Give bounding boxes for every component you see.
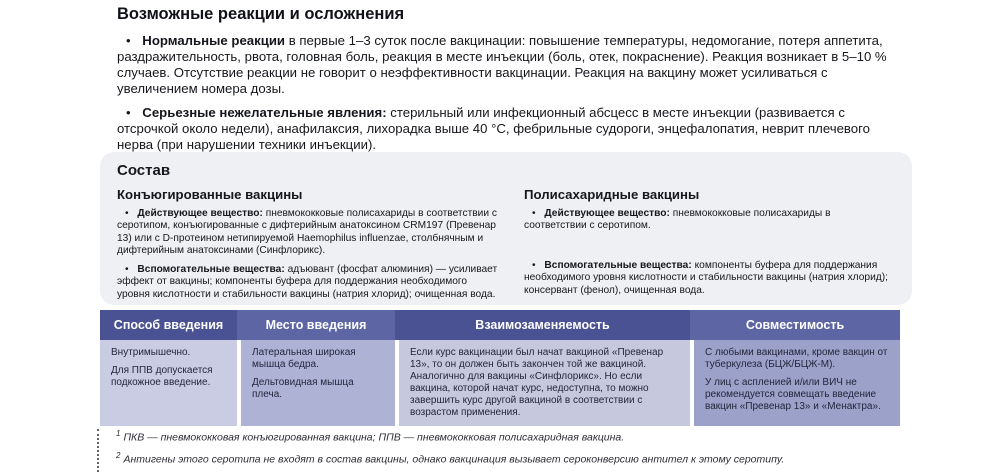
excipients-item xyxy=(117,264,502,301)
bullet-icon: • xyxy=(125,263,129,275)
vaccine-table xyxy=(100,310,900,426)
active-substance-lead: Действующее вещество: xyxy=(137,208,263,219)
normal-reactions-lead: Нормальные реакции xyxy=(142,33,286,48)
serious-events-lead: Серьезные нежелательные явления: xyxy=(142,104,387,120)
excipients-lead: Вспомогательные вещества: xyxy=(544,259,692,271)
excipients-item xyxy=(524,260,890,297)
polysaccharide-vaccines-title: Полисахаридные вакцины xyxy=(524,187,700,202)
bullet-icon: • xyxy=(126,104,131,120)
conjugated-vaccines-column xyxy=(117,187,502,305)
polysaccharide-vaccines-column xyxy=(524,187,890,305)
table-cell-injection-site xyxy=(237,340,395,426)
footnote-marker: 2 xyxy=(116,450,121,460)
conjugated-vaccines-title: Конъюгированные вакцины xyxy=(117,187,303,202)
excipients-text: адъювант (фосфат алюминия) — усиливает эффект от вакцины; компоненты буфера для поддержания необходимого уровня кислотности и стабильности вакцины (натрия хлорид); очищенная вода. xyxy=(117,263,498,300)
serious-events-item xyxy=(117,105,899,153)
table-header-administration-method: Способ введения xyxy=(100,310,237,340)
active-substance-lead: Действующее вещество: xyxy=(544,208,670,219)
cell-paragraph: У лиц с аспленией и/или ВИЧ не рекомендуется совмещать введение вакцин «Превенар 13» и «Менактра». xyxy=(705,377,881,412)
bullet-icon: • xyxy=(126,33,131,48)
table-cell-compatibility xyxy=(690,340,900,426)
composition-title: Состав xyxy=(117,162,171,179)
active-substance-item xyxy=(524,208,890,233)
active-substance-item xyxy=(117,208,502,258)
footnote-marker: 1 xyxy=(116,429,121,438)
excipients-text: компоненты буфера для поддержания необходимого уровня кислотности и стабильности вакцины (натрия хлорид); консервант (фенол), очищенная вода. xyxy=(524,259,888,296)
table-header-interchangeability: Взаимозаменяемость xyxy=(395,310,690,340)
bullet-icon: • xyxy=(532,259,536,271)
cell-paragraph: Для ППВ допускается подкожное введение. xyxy=(111,365,213,388)
composition-columns xyxy=(117,187,895,305)
cell-paragraph: Внутримышечно. xyxy=(111,347,191,358)
cell-paragraph: Латеральная широкая мышца бедра. xyxy=(252,347,356,370)
footnote-serotype-antigens xyxy=(116,451,784,467)
footnotes xyxy=(97,429,784,472)
table-header-compatibility: Совместимость xyxy=(690,310,900,340)
excipients-lead: Вспомогательные вещества: xyxy=(137,263,285,275)
cell-paragraph: С любыми вакцинами, кроме вакцин от туберкулеза (БЦЖ/БЦЖ-М). xyxy=(705,347,888,370)
footnote-text: Антигены этого серотипа не входят в состав вакцины, однако вакцинация вызывает сероконверсию антител к этому серотипу. xyxy=(123,453,785,466)
serious-events-text: стерильный или инфекционный абсцесс в месте инъекции (развивается с отсрочкой около недели), анафилаксия, лихорадка выше 40 °C, фебрильные судороги, энцефалопатия, неврит плечевого нерва (при нарушении техники инъекции). xyxy=(117,104,870,152)
active-substance-text: пневмококковые полисахариды в соответствии с серотипом. xyxy=(524,208,831,232)
normal-reactions-text: в первые 1–3 суток после вакцинации: повышение температуры, недомогание, потеря аппетита, раздражительность, рвота, головная боль, реакция в месте инъекции (боль, отек, покраснение). Реакция возникает в 5–10 % случаев. Отсутствие реакции не говорит о неэффективности вакцинации. Реакция на вакцину может усиливаться с увеличением номера дозы. xyxy=(117,33,887,96)
cell-paragraph: Если курс вакцинации был начат вакциной «Превенар 13», то он должен быть закончен той же вакциной. Аналогично для вакцины «Синфлорикс». Но если вакцина, которой начат курс, недоступна, то можно завершить курс другой вакциной в соответствии с возрастом применения. xyxy=(410,347,664,418)
table-cell-administration-method xyxy=(100,340,237,426)
normal-reactions-item xyxy=(117,33,899,97)
cell-paragraph: Дельтовидная мышца плеча. xyxy=(252,377,354,400)
composition-card xyxy=(100,152,912,305)
bullet-icon: • xyxy=(532,208,536,219)
footnote-text: ПКВ — пневмококковая конъюгированная вакцина; ППВ — пневмококковая полисахаридная вакцина. xyxy=(123,431,625,444)
bullet-icon: • xyxy=(125,208,129,219)
footnote-pkv-ppv xyxy=(116,429,784,445)
active-substance-text: пневмококковые полисахариды в соответствии с серотипом, конъюгированные с дифтерийным анатоксином CRM197 (Превенар 13) или с D-протеином нетипируемой Haemophilus influenzae, столбнячным и дифтерийным анатоксинами (Синфлорикс). xyxy=(117,208,497,257)
page-title: Возможные реакции и осложнения xyxy=(117,5,405,23)
table-header-injection-site: Место введения xyxy=(237,310,395,340)
reactions-section xyxy=(117,5,899,161)
table-cell-interchangeability xyxy=(395,340,690,426)
